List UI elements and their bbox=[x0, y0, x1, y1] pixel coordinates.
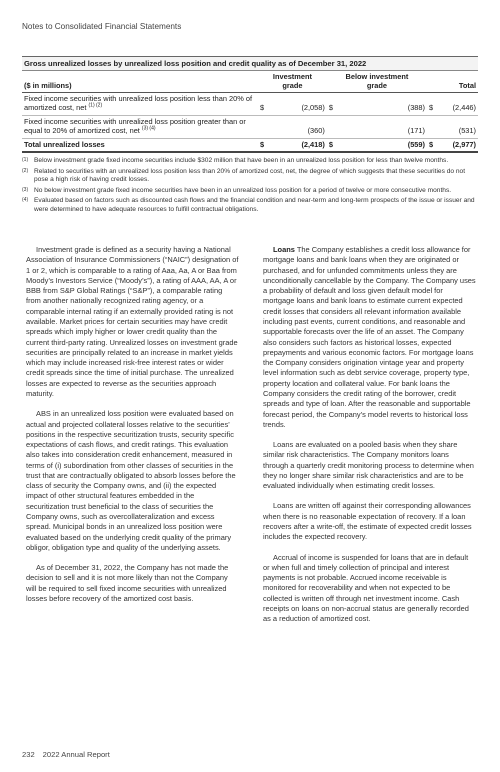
table-title: Gross unrealized losses by unrealized loss position and credit quality as of December 31, 2022 bbox=[22, 56, 478, 71]
unrealized-losses-table bbox=[22, 71, 478, 153]
body-paragraph: Loans The Company establishes a credit loss allowance for mortgage loans and bank loans when they are originated or purchased, and for unfunded commitments unless they are unconditionally cancellable by the Company. The Company uses a probability of default and loss given default model for mortgage loans and bank loans to estimate current expected credit losses that considers all relevant information available including past events, current conditions, and reasonable and supportable forecasts over the life of an asset. The Company also considers such factors as historical losses, expected prepayments and various economic factors. For mortgage loans the Company considers origination vintage year and property level information such as debt service coverage, property type, property location and collateral value. For bank loans the Company considers the credit rating of the borrower, credit spreads and type of loan. After the reasonable and supportable forecast period, the Company’s model reverts to historical loss trends. bbox=[263, 245, 476, 429]
row-note: (1) (2) bbox=[88, 102, 103, 109]
currency-symbol: $ bbox=[260, 102, 265, 112]
unrealized-losses-table-block bbox=[22, 56, 478, 153]
footnotes bbox=[22, 157, 478, 216]
currency-symbol: $ bbox=[328, 139, 333, 149]
body-paragraph: Loans are written off against their corresponding allowances when there is no reasonable expectation of recovery. If a loan recovers after a write-off, the estimate of expected credit losses includes the expected recovery. bbox=[263, 501, 472, 542]
below-investment-grade-value: (388) bbox=[407, 102, 425, 112]
footnote-marker: (4) bbox=[22, 197, 29, 204]
footnote bbox=[22, 187, 478, 196]
investment-grade-value: (2,058) bbox=[301, 102, 325, 112]
body-paragraph: Investment grade is defined as a security having a National Association of Insurance Commissioners (“NAIC”) designation of 1 or 2, which is comparable to a rating of Aaa, Aa, A or Baa from Moody’s Investors Service (“Moody’s”), a rating of AAA, AA, A or BBB from S&P Global Ratings (“S&P”), a comparable rating from another nationally recognized rating agency, or a comparable internal rating if an externally provided rating is not available. Market prices for certain securities may have credit spreads which imply higher or lower credit quality than the current third-party rating. Unrealized losses on investment grade securities are principally related to an increase in market yields which may include increased risk-free interest rates or wider credit spreads since the time of initial purchase. The unrealized losses are expected to reverse as the securities approach maturity. bbox=[26, 245, 239, 398]
below-investment-grade-value: (171) bbox=[407, 125, 425, 135]
total-value: (531) bbox=[458, 125, 476, 135]
body-paragraph: Loans are evaluated on a pooled basis when they share similar risk characteristics. The Company monitors loans through a quarterly credit monitoring process to determine when they no longer share similar risk characteristics and are to be evaluated individually when estimating credit losses. bbox=[263, 440, 474, 491]
currency-symbol: $ bbox=[328, 102, 333, 112]
body-paragraph: Accrual of income is suspended for loans that are in default or when full and timely collection of principal and interest payments is not probable. Accrued income receivable is monitored for recoverability and when not expected to be collected is written off through net investment income. Cash receipts on loans on non-accrual status are generally recorded as a reduction of amortized cost. bbox=[263, 552, 469, 624]
row-note: (3) (4) bbox=[141, 125, 156, 132]
report-name: 2022 Annual Report bbox=[42, 750, 110, 759]
footnote-marker: (2) bbox=[22, 167, 29, 174]
currency-symbol bbox=[327, 115, 339, 138]
body-paragraph: ABS in an unrealized loss position were evaluated based on actual and projected collateral losses relative to the securities’ positions in the respective securitization trusts, security specific expectations of cash flows, and credit ratings. This evaluation also takes into consideration credit enhancement, measured in terms of (i) subordination from other classes of securities in the trust that are contractually obligated to absorb losses before the class of security the Company owns, and (ii) the expected impact of other structural features embedded in the securitization trust beneficial to the class of securities the Company owns, such as overcollateralization and excess spread. Municipal bonds in an unrealized loss position were evaluated based on the underlying credit quality of the primary obligor, obligation type and quality of the underlying assets. bbox=[26, 409, 236, 552]
below-investment-grade-header: Below investment grade bbox=[345, 72, 409, 90]
footnote bbox=[22, 168, 478, 185]
currency-symbol: $ bbox=[429, 102, 434, 112]
footnote-text: Related to securities with an unrealized loss position less than 20% of amortized cost, net, the degree of which suggests that these securities do not pose a high risk of having credit losses. bbox=[34, 167, 466, 184]
footnote bbox=[22, 197, 478, 214]
total-value: (2,446) bbox=[452, 102, 476, 112]
investment-grade-value: (2,418) bbox=[301, 139, 325, 149]
below-investment-grade-value: (559) bbox=[407, 139, 425, 149]
table-row bbox=[22, 93, 478, 116]
total-row bbox=[22, 138, 478, 152]
right-column bbox=[263, 245, 476, 635]
footnote-text: No below investment grade fixed income securities have been in an unrealized loss position for a period of twelve or more consecutive months. bbox=[34, 186, 452, 194]
row-label: Total unrealized losses bbox=[24, 139, 105, 149]
left-column bbox=[26, 245, 239, 614]
currency-symbol bbox=[427, 115, 439, 138]
row-label: Fixed income securities with unrealized loss position greater than or equal to 20% of amortized cost, net $^{(3) (4)}$ bbox=[24, 116, 246, 135]
investment-grade-value: (360) bbox=[307, 125, 325, 135]
footnote-marker: (1) bbox=[22, 157, 29, 163]
units-header: ($ in millions) bbox=[24, 80, 72, 90]
footnote-text: Below investment grade fixed income securities include $302 million that have been in an unrealized loss position for less than twelve months. bbox=[34, 157, 449, 164]
page-footer bbox=[22, 750, 118, 759]
row-label: Fixed income securities with unrealized loss position less than 20% of amortized cost, net $^{(1) (2)}$ bbox=[24, 94, 252, 112]
loans-heading: Loans bbox=[273, 245, 295, 254]
total-value: (2,977) bbox=[452, 139, 476, 149]
footnote bbox=[22, 157, 478, 166]
footnote-text: Evaluated based on factors such as discounted cash flows and the financial condition and near-term and long-term prospects of the issue or issuer and were determined to have adequate resources to fulfill contractual obligations. bbox=[34, 197, 475, 213]
investment-grade-header: Investment grade bbox=[272, 72, 312, 90]
currency-symbol: $ bbox=[260, 139, 265, 149]
table-row bbox=[22, 115, 478, 138]
footnote-marker: (3) bbox=[22, 186, 29, 193]
page-number: 232 bbox=[22, 750, 35, 759]
body-paragraph: As of December 31, 2022, the Company has not made the decision to sell and it is not more likely than not the Company will be required to sell fixed income securities with unrealized losses before recovery of the amortized cost basis. bbox=[26, 563, 229, 603]
total-header: Total bbox=[458, 80, 476, 90]
currency-symbol bbox=[258, 115, 270, 138]
currency-symbol: $ bbox=[429, 139, 434, 149]
page-header: Notes to Consolidated Financial Statements bbox=[22, 22, 182, 31]
